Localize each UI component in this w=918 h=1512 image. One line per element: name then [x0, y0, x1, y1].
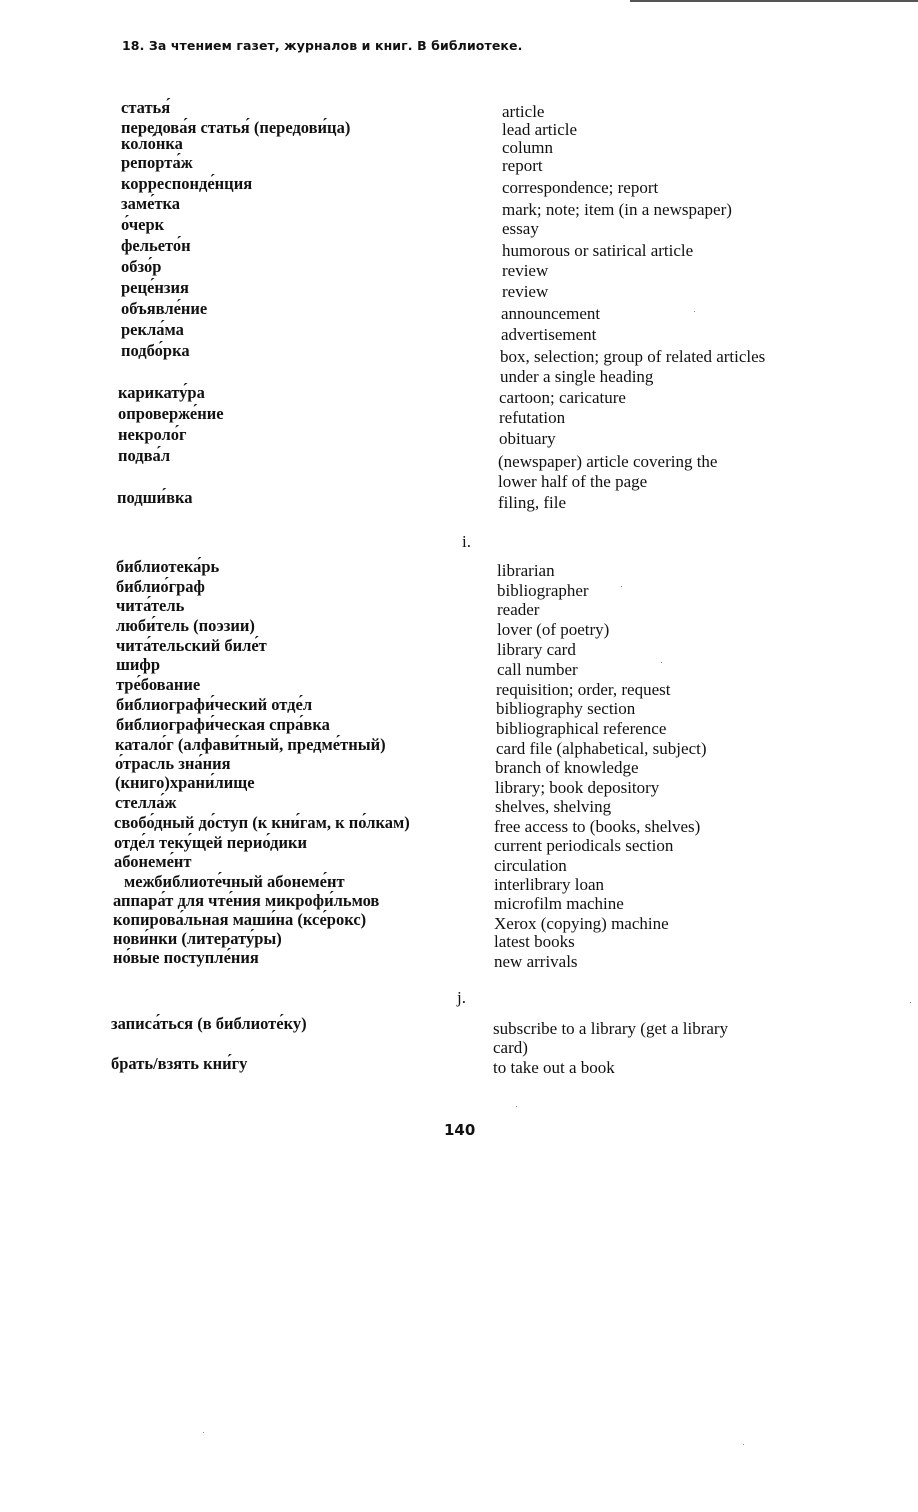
- english-translation: Xerox (copying) machine: [494, 914, 669, 933]
- english-translation: branch of knowledge: [495, 758, 639, 777]
- english-translation: under a single heading: [500, 367, 654, 386]
- english-translation: card file (alphabetical, subject): [496, 739, 707, 758]
- russian-term: абонеме́нт: [114, 852, 192, 871]
- russian-term: репорта́ж: [121, 153, 193, 172]
- russian-term: библиографи́ческий отде́л: [116, 695, 313, 714]
- english-translation: library card: [497, 640, 576, 659]
- russian-term: чита́тельский биле́т: [116, 636, 267, 655]
- scan-speck: [743, 1444, 744, 1445]
- russian-term: чита́тель: [116, 596, 185, 615]
- russian-term: подбо́рка: [121, 341, 190, 360]
- russian-term: аппара́т для чте́ния микрофи́льмов: [113, 891, 380, 910]
- russian-term: люби́тель (поэзии): [116, 616, 255, 635]
- russian-term: (книго)храни́лище: [115, 773, 255, 792]
- russian-term: опроверже́ние: [118, 404, 224, 423]
- english-translation: essay: [502, 219, 539, 238]
- russian-term: объявле́ние: [121, 299, 208, 318]
- russian-term: подши́вка: [117, 488, 193, 507]
- section-marker-j: j.: [457, 988, 466, 1007]
- english-translation: call number: [497, 660, 578, 679]
- scan-speck: [621, 586, 622, 587]
- english-translation: advertisement: [501, 325, 597, 344]
- russian-term: отде́л теку́щей перио́дики: [114, 833, 307, 852]
- russian-term: шифр: [116, 655, 161, 674]
- english-translation: mark; note; item (in a newspaper): [502, 200, 732, 219]
- russian-term: заме́тка: [121, 194, 181, 213]
- russian-term: записа́ться (в библиоте́ку): [111, 1014, 307, 1033]
- english-translation: column: [502, 138, 553, 157]
- top-rule: [630, 0, 918, 2]
- russian-term: библиотека́рь: [116, 557, 220, 576]
- russian-term: передова́я статья́ (передови́ца): [121, 118, 351, 137]
- english-translation: shelves, shelving: [495, 797, 612, 816]
- russian-term: некроло́г: [118, 425, 187, 444]
- english-translation: report: [502, 156, 543, 175]
- russian-term: копирова́льная маши́на (ксе́рокс): [113, 910, 367, 929]
- english-translation: lover (of poetry): [497, 620, 610, 639]
- scan-speck: [661, 662, 662, 663]
- english-translation: new arrivals: [494, 952, 578, 971]
- english-translation: requisition; order, request: [496, 680, 671, 699]
- russian-term: карикату́ра: [118, 383, 205, 402]
- russian-term: реце́нзия: [121, 278, 189, 297]
- english-translation: card): [493, 1038, 528, 1057]
- english-translation: lead article: [502, 120, 578, 139]
- russian-term: тре́бование: [116, 675, 201, 694]
- english-translation: circulation: [494, 856, 567, 875]
- english-translation: review: [502, 261, 549, 280]
- russian-term: библиографи́ческая спра́вка: [116, 715, 330, 734]
- russian-term: нови́нки (литерату́ры): [113, 929, 282, 948]
- english-translation: bibliography section: [496, 699, 636, 718]
- russian-term: фельето́н: [121, 236, 191, 255]
- english-translation: review: [502, 282, 549, 301]
- running-header: 18. За чтением газет, журналов и книг. В библиотеке.: [122, 38, 523, 53]
- russian-term: библио́граф: [116, 577, 205, 596]
- english-translation: microfilm machine: [494, 894, 624, 913]
- scan-speck: [203, 1432, 204, 1433]
- english-translation: librarian: [497, 561, 555, 580]
- english-translation: bibliographical reference: [496, 719, 667, 738]
- english-translation: reader: [497, 600, 540, 619]
- scan-speck: [516, 1106, 517, 1107]
- english-translation: interlibrary loan: [494, 875, 604, 894]
- english-translation: correspondence; report: [502, 178, 659, 197]
- russian-term: межбиблиоте́чный абонеме́нт: [124, 872, 345, 891]
- english-translation: bibliographer: [497, 581, 589, 600]
- english-translation: box, selection; group of related articles: [500, 347, 766, 366]
- russian-term: статья́: [121, 98, 171, 117]
- english-translation: article: [502, 102, 545, 121]
- russian-term: корреспонде́нция: [121, 174, 253, 193]
- english-translation: refutation: [499, 408, 566, 427]
- russian-term: но́вые поступле́ния: [113, 948, 259, 967]
- english-translation: latest books: [494, 932, 575, 951]
- english-translation: humorous or satirical article: [502, 241, 694, 260]
- english-translation: to take out a book: [493, 1058, 615, 1077]
- russian-term: свобо́дный до́ступ (к кни́гам, к по́лкам): [114, 813, 410, 832]
- english-translation: announcement: [501, 304, 601, 323]
- english-translation: lower half of the page: [498, 472, 648, 491]
- russian-term: брать/взять кни́гу: [111, 1054, 248, 1073]
- english-translation: cartoon; caricature: [499, 388, 626, 407]
- russian-term: о́черк: [121, 215, 165, 234]
- english-translation: current periodicals section: [494, 836, 674, 855]
- english-translation: obituary: [499, 429, 556, 448]
- russian-term: рекла́ма: [121, 320, 184, 339]
- russian-term: стелла́ж: [115, 793, 177, 812]
- russian-term: подва́л: [118, 446, 171, 465]
- scan-speck: [910, 1002, 911, 1003]
- english-translation: filing, file: [498, 493, 566, 512]
- russian-term: коло́нка: [121, 134, 183, 153]
- english-translation: (newspaper) article covering the: [498, 452, 718, 471]
- english-translation: subscribe to a library (get a library: [493, 1019, 729, 1038]
- scan-speck: [694, 311, 695, 312]
- english-translation: free access to (books, shelves): [494, 817, 701, 836]
- english-translation: library; book depository: [495, 778, 660, 797]
- section-marker-i: i.: [462, 532, 471, 551]
- russian-term: о́трасль зна́ния: [115, 754, 231, 773]
- page-number: 140: [444, 1121, 476, 1139]
- russian-term: катало́г (алфави́тный, предме́тный): [115, 735, 386, 754]
- russian-term: обзо́р: [121, 257, 162, 276]
